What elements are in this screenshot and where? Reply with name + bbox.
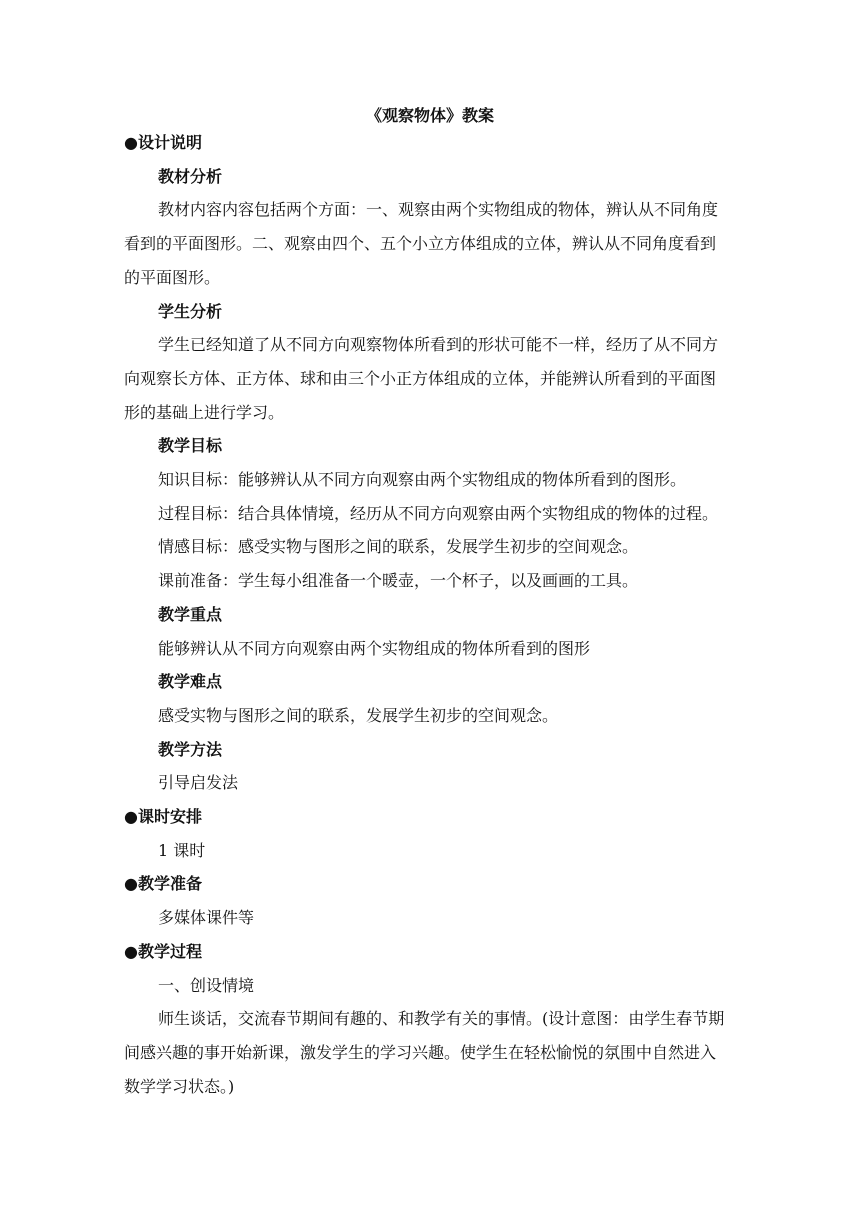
process-step-1: 一、创设情境 xyxy=(158,975,255,995)
paragraph-line: 间感兴趣的事开始新课，激发学生的学习兴趣。使学生在轻松愉悦的氛围中自然进入 xyxy=(124,1042,717,1062)
subheading-key: 教学重点 xyxy=(158,604,223,624)
subheading-goals: 教学目标 xyxy=(158,436,223,456)
document-body xyxy=(124,126,774,1103)
difficulty-text: 感受实物与图形之间的联系，发展学生初步的空间观念。 xyxy=(158,705,559,725)
bullet-icon: ● xyxy=(124,807,138,827)
goal-prep: 课前准备：学生每小组准备一个暖壶，一个杯子，以及画画的工具。 xyxy=(158,571,639,591)
subheading-method: 教学方法 xyxy=(158,739,223,759)
bullet-icon: ● xyxy=(124,133,138,152)
paragraph-line: 学生已经知道了从不同方向观察物体所看到的形状可能不一样，经历了从不同方 xyxy=(158,335,719,355)
paragraph-line: 数学学习状态。) xyxy=(124,1076,235,1096)
schedule-text: 1 课时 xyxy=(158,840,206,860)
method-text: 引导启发法 xyxy=(158,773,239,793)
paragraph-line: 的平面图形。 xyxy=(124,267,221,287)
goal-emotion: 情感目标：感受实物与图形之间的联系，发展学生初步的空间观念。 xyxy=(158,537,639,557)
subheading-difficulty: 教学难点 xyxy=(158,672,223,692)
section-heading-prep xyxy=(124,867,774,901)
paragraph-line: 教材内容内容包括两个方面：一、观察由两个实物组成的物体，辨认从不同角度 xyxy=(158,200,719,220)
goal-process: 过程目标：结合具体情境，经历从不同方向观察由两个实物组成的物体的过程。 xyxy=(158,503,719,523)
paragraph-line: 看到的平面图形。二、观察由四个、五个小立方体组成的立体，辨认从不同角度看到 xyxy=(124,234,717,254)
paragraph-line: 师生谈话，交流春节期间有趣的、和教学有关的事情。(设计意图：由学生春节期 xyxy=(158,1009,725,1029)
section-title: 设计说明 xyxy=(138,133,203,152)
paragraph-line: 形的基础上进行学习。 xyxy=(124,402,285,422)
section-title: 课时安排 xyxy=(138,807,203,827)
key-text: 能够辨认从不同方向观察由两个实物组成的物体所看到的图形 xyxy=(158,638,591,658)
section-title: 教学准备 xyxy=(138,874,203,894)
paragraph-line: 向观察长方体、正方体、球和由三个小正方体组成的立体，并能辨认所看到的平面图 xyxy=(124,368,717,388)
subheading-material: 教材分析 xyxy=(158,166,223,186)
subheading-student: 学生分析 xyxy=(158,301,223,321)
bullet-icon: ● xyxy=(124,874,138,894)
section-title: 教学过程 xyxy=(138,941,203,961)
document-title: 《观察物体》教案 xyxy=(365,106,494,125)
bullet-icon: ● xyxy=(124,941,138,961)
section-heading-schedule xyxy=(124,800,774,834)
section-heading-process xyxy=(124,935,774,969)
goal-knowledge: 知识目标：能够辨认从不同方向观察由两个实物组成的物体所看到的图形。 xyxy=(158,470,687,490)
prep-text: 多媒体课件等 xyxy=(158,908,255,928)
section-heading-design xyxy=(124,126,774,160)
